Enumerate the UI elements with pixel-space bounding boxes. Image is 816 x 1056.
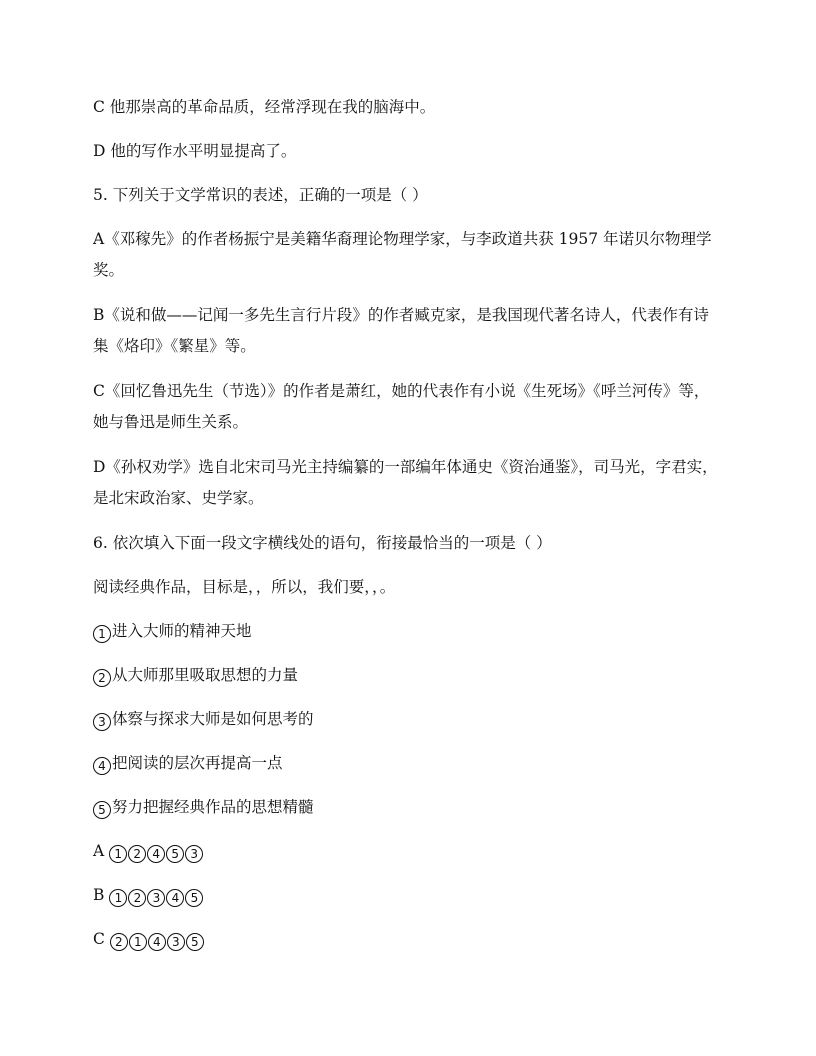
q6-item-2 [93, 660, 723, 691]
circled-number: 2 [128, 889, 146, 907]
circled-number: 5 [166, 845, 184, 863]
q5-stem: 5. 下列关于文学常识的表述，正确的一项是（ ） [93, 186, 428, 204]
circled-number: 3 [167, 933, 185, 951]
circled-number: 2 [93, 669, 111, 687]
circled-number: 3 [93, 713, 111, 731]
q6-choice-b [93, 880, 723, 911]
circled-number: 2 [110, 933, 128, 951]
q6-choice-c [93, 924, 723, 955]
circled-number: 3 [185, 845, 203, 863]
choice-letter: A [93, 842, 105, 860]
q5-option-b: B《说和做——记闻一多先生言行片段》的作者臧克家，是我国现代著名诗人，代表作有诗集《烙印》《繁星》等。 [93, 306, 709, 355]
circled-number: 2 [128, 845, 146, 863]
circled-number: 5 [186, 933, 204, 951]
q6-item-text: 把阅读的层次再提高一点 [112, 754, 283, 772]
q4-option-c: C 他那崇高的革命品质，经常浮现在我的脑海中。 [93, 98, 436, 116]
choice-letter: C [93, 930, 105, 948]
q6-choice-a [93, 836, 723, 867]
circled-number: 4 [148, 933, 166, 951]
circled-number: 1 [93, 625, 111, 643]
q6-passage: 阅读经典作品，目标是，，所以，我们要，，。 [93, 578, 396, 596]
choice-letter: B [93, 886, 105, 904]
q6-item-text: 进入大师的精神天地 [112, 622, 252, 640]
q5-option-d: D《孙权劝学》选自北宋司马光主持编纂的一部编年体通史《资治通鉴》，司马光，字君实，是北宋政治家、史学家。 [93, 458, 718, 507]
q6-item-text: 从大师那里吸取思想的力量 [112, 666, 299, 684]
circled-number: 5 [185, 889, 203, 907]
q6-item-4 [93, 748, 723, 779]
document-content [93, 92, 723, 968]
circled-number: 3 [147, 889, 165, 907]
q6-item-text: 努力把握经典作品的思想精髓 [112, 798, 314, 816]
q6-item-1 [93, 616, 723, 647]
q5-option-c: C《回忆鲁迅先生（节选）》的作者是萧红，她的代表作有小说《生死场》《呼兰河传》等，她与鲁迅是师生关系。 [93, 382, 710, 431]
circled-number: 1 [109, 845, 127, 863]
circled-number: 1 [129, 933, 147, 951]
circled-number: 5 [93, 801, 111, 819]
q5-option-a: A《邓稼先》的作者杨振宁是美籍华裔理论物理学家，与李政道共获 1957 年诺贝尔物理学奖。 [93, 230, 712, 279]
q6-stem: 6. 依次填入下面一段文字横线处的语句，衔接最恰当的一项是（ ） [93, 534, 552, 552]
q4-option-d: D 他的写作水平明显提高了。 [93, 142, 297, 160]
q6-item-5 [93, 792, 723, 823]
q6-item-text: 体察与探求大师是如何思考的 [112, 710, 314, 728]
q6-item-3 [93, 704, 723, 735]
circled-number: 4 [93, 757, 111, 775]
circled-number: 4 [147, 845, 165, 863]
circled-number: 4 [166, 889, 184, 907]
circled-number: 1 [109, 889, 127, 907]
